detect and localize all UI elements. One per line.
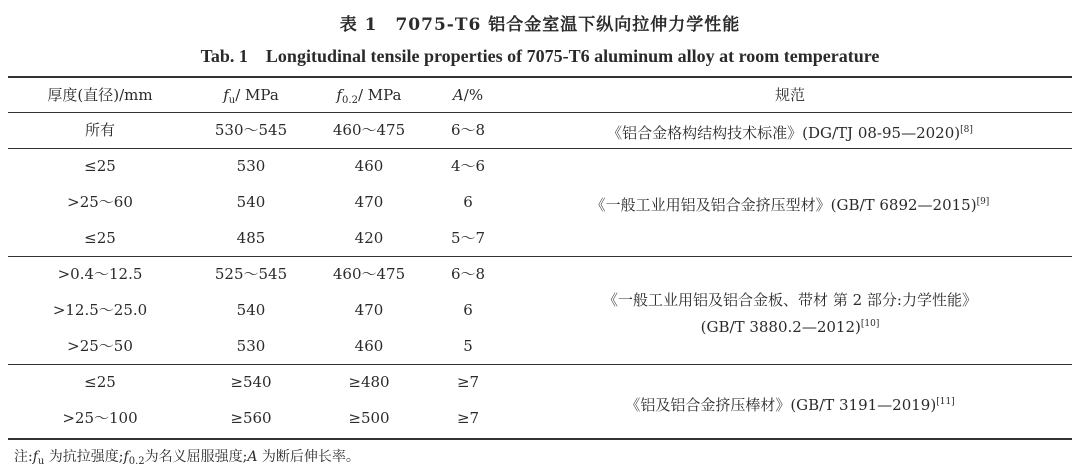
g2-standard-line1: 《一般工业用铝及铝合金板、带材 第 2 部分:力学性能》 bbox=[603, 291, 977, 309]
g1-standard-ref: [9] bbox=[976, 197, 990, 207]
note-f02-text: 为名义屈服强度; bbox=[144, 449, 248, 465]
note-fu-sub: u bbox=[37, 456, 45, 467]
g3-r1-a: ≥7 bbox=[456, 409, 480, 427]
g2-r2-f02: 460 bbox=[354, 337, 384, 355]
g2-r1-fu: 540 bbox=[236, 301, 266, 319]
g2-r0-f02: 460～475 bbox=[332, 265, 406, 283]
g0-r0-a: 6～8 bbox=[450, 121, 486, 139]
note-f02-sub: 0.2 bbox=[128, 456, 145, 467]
g1-r1-f02: 470 bbox=[354, 193, 384, 211]
g1-r0-a: 4～6 bbox=[450, 157, 486, 175]
g0-r0-fu: 530～545 bbox=[214, 121, 288, 139]
g2-r2-thickness: >25～50 bbox=[67, 337, 133, 355]
g1-r1-thickness: >25～60 bbox=[67, 193, 133, 211]
g1-standard bbox=[508, 190, 1072, 217]
table-note bbox=[14, 446, 360, 467]
g0-r0-f02: 460～475 bbox=[332, 121, 406, 139]
g2-r0-fu: 525～545 bbox=[214, 265, 288, 283]
header-fu-sub: u bbox=[228, 95, 236, 106]
group-rule-1 bbox=[8, 148, 1072, 149]
g1-r1-fu: 540 bbox=[236, 193, 266, 211]
g0-standard-text: 《铝合金格构结构技术标准》(DG/TJ 08-95—2020) bbox=[607, 124, 961, 142]
header-standard: 规范 bbox=[774, 86, 805, 104]
header-f02 bbox=[310, 85, 428, 111]
g1-r0-thickness: ≤25 bbox=[84, 157, 116, 175]
bottom-rule bbox=[8, 438, 1072, 440]
g2-r0-a: 6～8 bbox=[450, 265, 486, 283]
g1-r0-fu: 530 bbox=[236, 157, 266, 175]
g2-r0-thickness: >0.4～12.5 bbox=[57, 265, 143, 283]
g2-r2-a: 5 bbox=[463, 337, 473, 355]
g3-r1-f02: ≥500 bbox=[348, 409, 390, 427]
note-fu-text: 为抗拉强度; bbox=[44, 449, 124, 465]
header-a-unit: /% bbox=[463, 86, 484, 104]
note-a-symbol: A bbox=[247, 449, 258, 465]
note-f02-symbol: f bbox=[123, 449, 129, 465]
header-f02-unit: / MPa bbox=[357, 86, 402, 104]
header-f02-sub: 0.2 bbox=[342, 95, 358, 106]
g1-r2-f02: 420 bbox=[354, 229, 384, 247]
note-prefix: 注: bbox=[14, 449, 33, 465]
g3-r0-f02: ≥480 bbox=[348, 373, 390, 391]
g1-r2-fu: 485 bbox=[236, 229, 266, 247]
g1-standard-text: 《一般工业用铝及铝合金挤压型材》(GB/T 6892—2015) bbox=[590, 196, 977, 214]
g2-standard-line2-wrap bbox=[508, 312, 1072, 339]
header-a-symbol: A bbox=[452, 86, 464, 104]
g1-r1-a: 6 bbox=[463, 193, 473, 211]
g2-standard bbox=[508, 288, 1072, 339]
g3-r0-fu: ≥540 bbox=[230, 373, 272, 391]
g1-r2-a: 5～7 bbox=[450, 229, 486, 247]
header-fu-unit: / MPa bbox=[235, 86, 279, 104]
g0-standard-ref: [8] bbox=[960, 125, 973, 135]
g2-r1-a: 6 bbox=[463, 301, 473, 319]
header-a bbox=[428, 85, 508, 105]
header-fu-symbol: f bbox=[223, 86, 229, 104]
table-title-cn: 表 1 7075-T6 铝合金室温下纵向拉伸力学性能 bbox=[339, 15, 741, 35]
header-rule bbox=[8, 112, 1072, 113]
g2-r1-thickness: >12.5～25.0 bbox=[52, 301, 148, 319]
header-thickness: 厚度(直径)/mm bbox=[47, 86, 153, 104]
g1-r2-thickness: ≤25 bbox=[84, 229, 116, 247]
g1-r0-f02: 460 bbox=[354, 157, 384, 175]
table-title-en: Tab. 1 Longitudinal tensile properties of 7075-T6 aluminum alloy at room temperature bbox=[200, 46, 880, 66]
g3-r0-thickness: ≤25 bbox=[84, 373, 116, 391]
g2-r1-f02: 470 bbox=[354, 301, 384, 319]
g2-standard-ref: [10] bbox=[860, 319, 880, 329]
top-rule bbox=[8, 76, 1072, 78]
g3-standard-text: 《铝及铝合金挤压棒材》(GB/T 3191—2019) bbox=[625, 396, 937, 414]
group-rule-2 bbox=[8, 256, 1072, 257]
group-rule-3 bbox=[8, 364, 1072, 365]
header-f02-symbol: f bbox=[336, 86, 343, 104]
g2-standard-line2: (GB/T 3880.2—2012) bbox=[700, 318, 861, 336]
g2-r2-fu: 530 bbox=[236, 337, 266, 355]
note-fu-symbol: f bbox=[32, 449, 38, 465]
note-a-text: 为断后伸长率。 bbox=[257, 449, 360, 465]
g0-standard bbox=[508, 118, 1072, 145]
g3-r1-fu: ≥560 bbox=[230, 409, 272, 427]
g3-r0-a: ≥7 bbox=[456, 373, 480, 391]
header-fu bbox=[192, 85, 310, 111]
g3-standard bbox=[508, 390, 1072, 417]
g3-standard-ref: [11] bbox=[936, 397, 955, 407]
g3-r1-thickness: >25～100 bbox=[62, 409, 138, 427]
g0-r0-thickness: 所有 bbox=[84, 121, 115, 139]
